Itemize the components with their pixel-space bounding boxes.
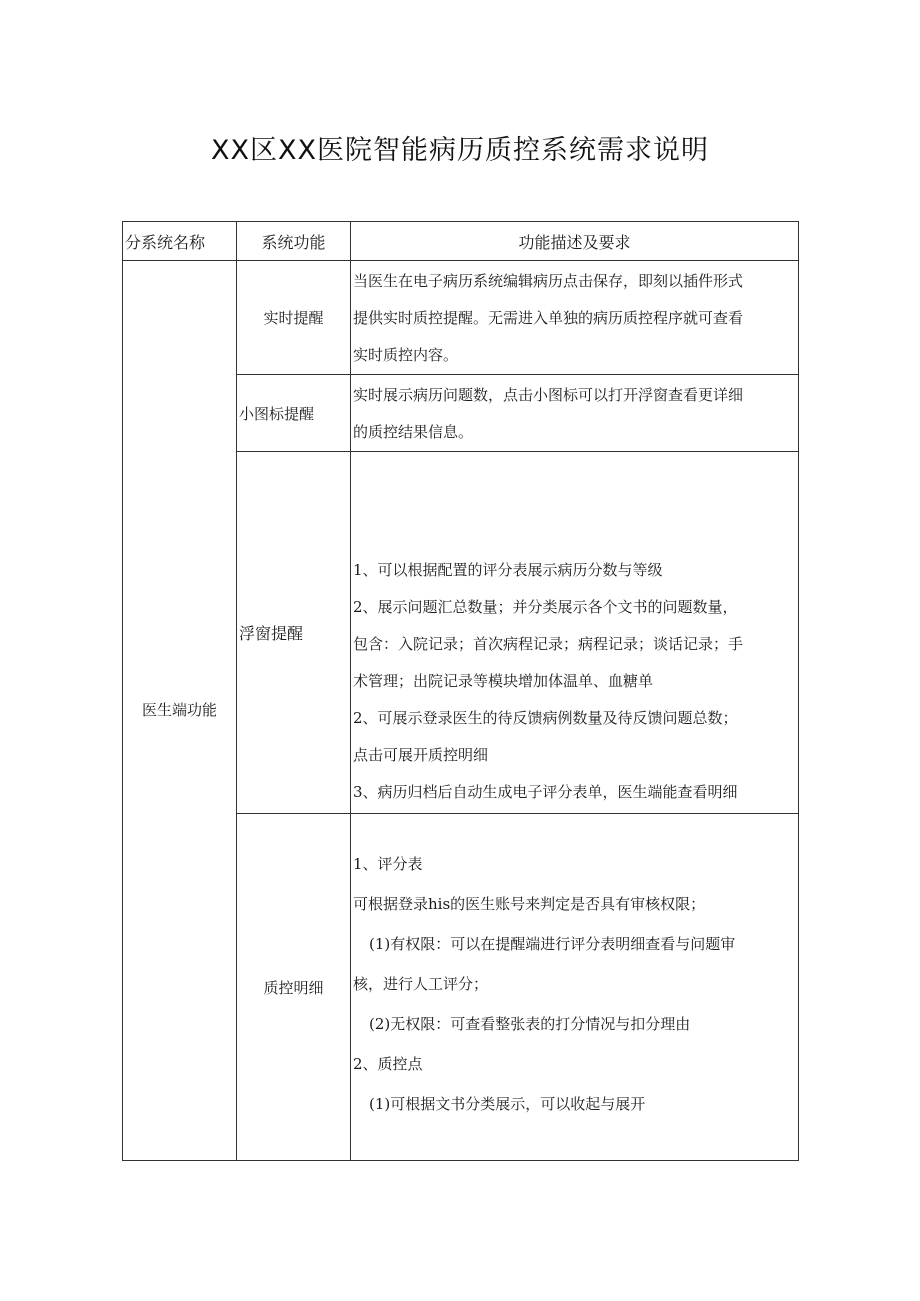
description-line: 的质控结果信息。	[353, 423, 474, 441]
description-cell	[351, 261, 799, 375]
description-line: 1、可以根据配置的评分表展示病历分数与等级	[353, 561, 663, 579]
function-cell: 质控明细	[237, 814, 351, 1161]
header-function: 系统功能	[237, 222, 351, 261]
description-line: (2)无权限：可查看整张表的打分情况与扣分理由	[369, 1015, 691, 1033]
description-line: (1)可根据文书分类展示，可以收起与展开	[369, 1095, 646, 1113]
description-line: 包含：入院记录；首次病程记录；病程记录；谈话记录；手	[353, 635, 744, 653]
description-line: 点击可展开质控明细	[353, 746, 489, 764]
header-subsystem: 分系统名称	[123, 222, 237, 261]
description-cell	[351, 452, 799, 814]
subsystem-name: 医生端功能	[141, 701, 217, 719]
description-line: 核，进行人工评分；	[353, 975, 489, 993]
function-cell: 实时提醒	[237, 261, 351, 375]
description-line: 实时质控内容。	[353, 346, 459, 364]
function-cell: 小图标提醒	[237, 375, 351, 452]
description-line: 2、质控点	[353, 1055, 423, 1073]
requirements-table	[122, 221, 799, 1161]
function-cell	[237, 452, 351, 814]
function-label: 浮窗提醒	[239, 624, 304, 643]
subsystem-name-cell	[123, 261, 237, 1161]
table-header-row	[123, 222, 799, 261]
table-row	[123, 261, 799, 375]
description-line: 3、病历归档后自动生成电子评分表单，医生端能查看明细	[353, 783, 738, 801]
description-cell	[351, 375, 799, 452]
document-title: XX区XX医院智能病历质控系统需求说明	[211, 135, 709, 166]
description-line: 可根据登录his的医生账号来判定是否具有审核权限；	[353, 895, 706, 913]
description-line: 术管理；出院记录等模块增加体温单、血糖单	[353, 672, 654, 690]
description-line: 提供实时质控提醒。无需进入单独的病历质控程序就可查看	[353, 309, 744, 327]
description-line: 2、可展示登录医生的待反馈病例数量及待反馈问题总数；	[353, 709, 738, 727]
description-line: 当医生在电子病历系统编辑病历点击保存，即刻以插件形式	[353, 272, 744, 290]
description-line: 2、展示问题汇总数量；并分类展示各个文书的问题数量，	[353, 598, 738, 616]
description-line: 实时展示病历问题数，点击小图标可以打开浮窗查看更详细	[353, 386, 744, 404]
description-cell	[351, 814, 799, 1161]
description-line: (1)有权限：可以在提醒端进行评分表明细查看与问题审	[369, 935, 736, 953]
description-line: 1、评分表	[353, 855, 423, 873]
header-description: 功能描述及要求	[351, 222, 799, 261]
